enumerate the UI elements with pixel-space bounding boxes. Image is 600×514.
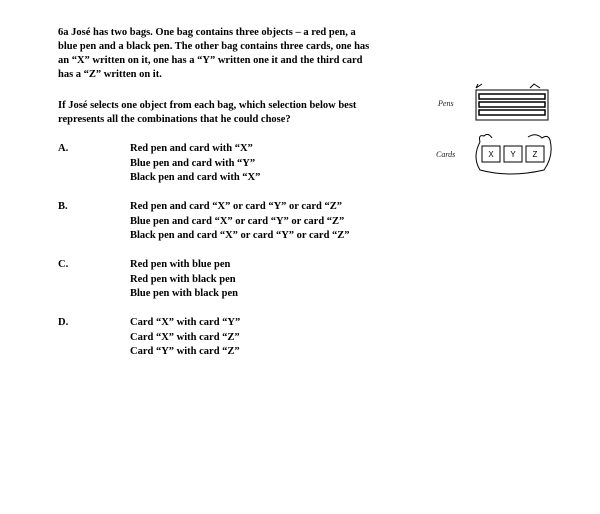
stem-line: has a “Z” written on it.: [58, 69, 162, 80]
bags-figure: [470, 82, 560, 182]
prompt-line: If José selects one object from each bag, which selection below best: [58, 100, 357, 111]
choice-line: Red pen with black pen: [130, 273, 236, 285]
choice-line: Red pen with blue pen: [130, 259, 231, 270]
prompt-line: represents all the combinations that he could chose?: [58, 114, 291, 125]
card-x-label: X: [488, 150, 494, 159]
choice-letter: B.: [58, 201, 68, 212]
choice-line: Blue pen and card “X” or card “Y” or card “Z”: [130, 215, 345, 227]
pens-bag: [476, 84, 548, 120]
card-z-label: Z: [532, 150, 538, 159]
question-prompt: [58, 99, 428, 127]
choice-line: Black pen and card with “X”: [130, 172, 261, 183]
choice-line: Blue pen and card with “Y”: [130, 157, 256, 169]
pens-label: Pens: [438, 99, 454, 108]
cards-label: Cards: [436, 150, 456, 159]
choice-letter: C.: [58, 259, 69, 270]
pen-red: [479, 94, 545, 99]
choice-line: Card “X” with card “Z”: [130, 331, 240, 343]
choice-line: Card “X” with card “Y”: [130, 317, 241, 328]
stem-line: 6a José has two bags. One bag contains three objects – a red pen, a: [58, 27, 356, 38]
choice-line: Red pen and card with “X”: [130, 143, 253, 154]
pen-black: [479, 110, 545, 115]
stem-line: an “X” written on it, one has a “Y” written one it and the third card: [58, 55, 363, 66]
choice-line: Card “Y” with card “Z”: [130, 346, 240, 357]
pen-blue: [479, 102, 545, 107]
stem-line: blue pen and a black pen. The other bag contains three cards, one has: [58, 41, 370, 52]
card-y-label: Y: [510, 150, 516, 159]
choice-line: Red pen and card “X” or card “Y” or card “Z”: [130, 201, 342, 212]
question-stem: [58, 26, 438, 82]
choice-letter: D.: [58, 317, 69, 328]
choice-line: Black pen and card “X” or card “Y” or card “Z”: [130, 230, 350, 241]
choice-letter: A.: [58, 143, 69, 154]
choice-line: Blue pen with black pen: [130, 288, 238, 299]
cards-bag: [476, 134, 551, 174]
